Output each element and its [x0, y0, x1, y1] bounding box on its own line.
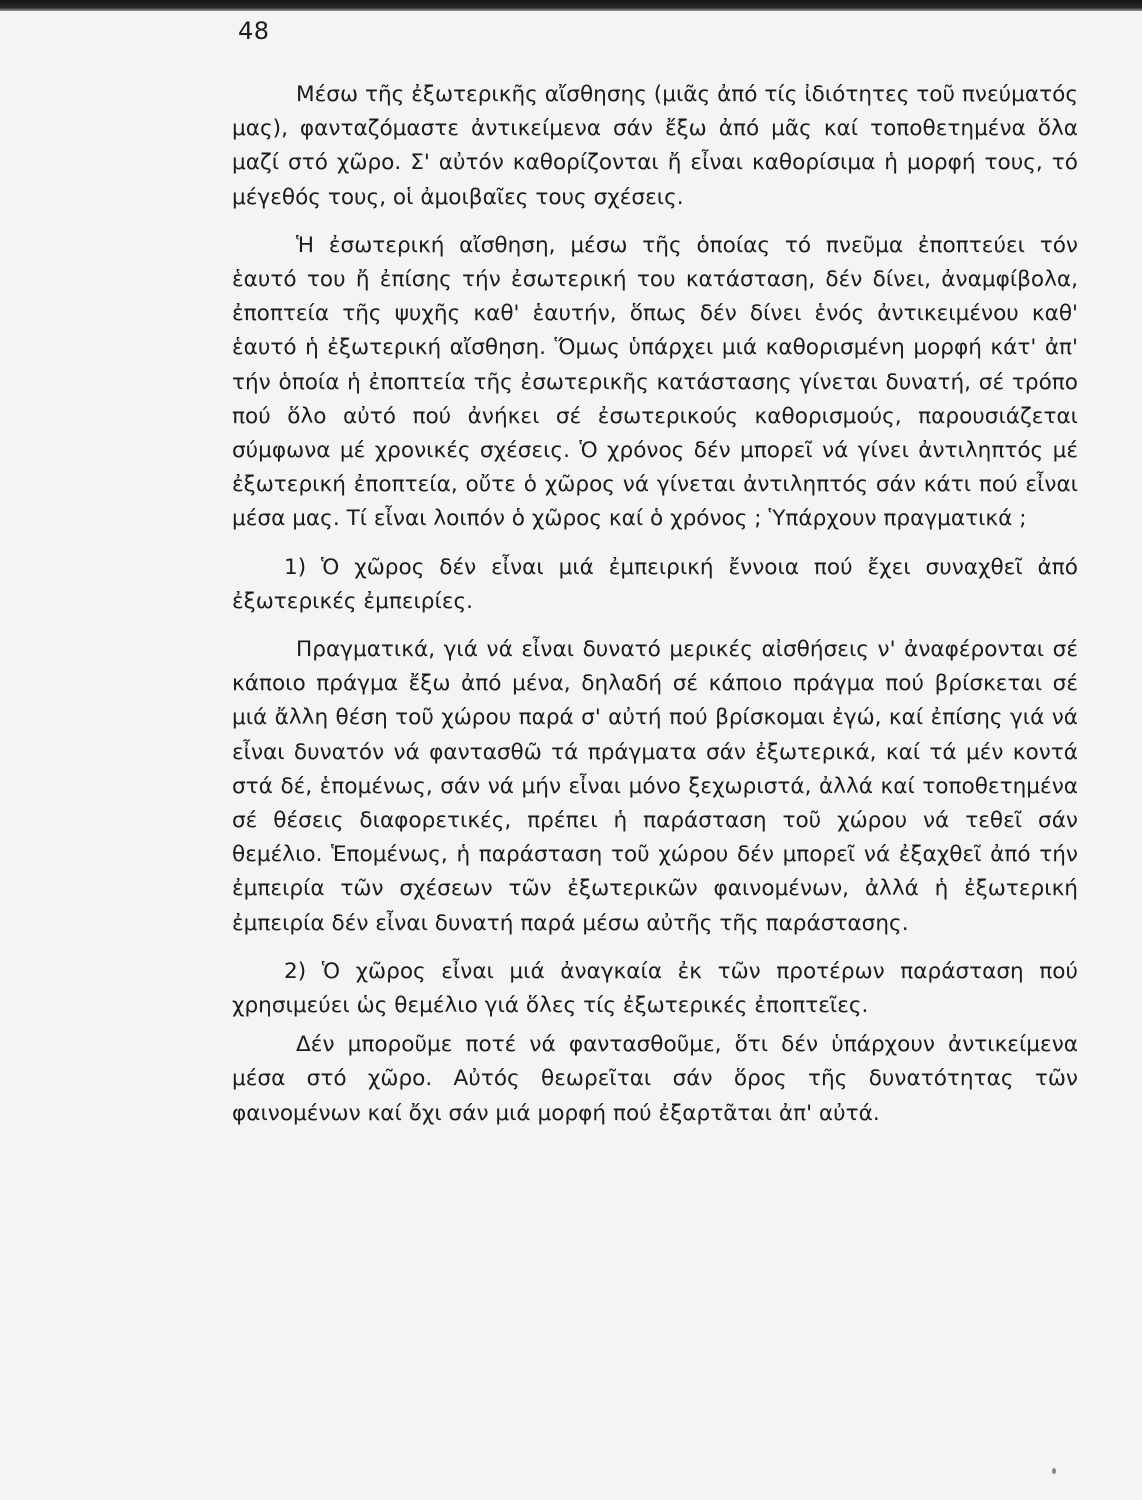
paragraph-external-sense: Μέσω τῆς ἐξωτερικῆς αἴσθησης (μιᾶς ἀπό τίς ἰδιότητες τοῦ πνεύματός μας), φανταζόμαστε ἀντικείμενα σάν ἔξω ἀπό μᾶς καί τοποθετημένα ὅλα μαζί στό χῶρο. Σ' αὐτόν καθορίζονται ἤ εἶναι καθορίσιμα ἡ μορφή τους, τό μέγεθός τους, οἱ ἀμοιβαῖες τους σχέσεις.: [232, 82, 1078, 210]
paragraph-thesis-1-explanation: Πραγματικά, γιά νά εἶναι δυνατό μερικές αἰσθήσεις ν' ἀναφέρονται σέ κάποιο πράγμα ἔξω ἀπό μένα, δηλαδή σέ κάποιο πράγμα πού βρίσκεται σέ μιά ἄλλη θέση τοῦ χώρου παρά σ' αὐτή πού βρίσκομαι ἐγώ, καί ἐπίσης γιά νά εἶναι δυνατόν νά φαντασθῶ τά πράγματα σάν ἐξωτερικά, καί τά μέν κοντά στά δέ, ἑπομένως, σάν νά μήν εἶναι μόνο ξεχωριστά, ἀλλά καί τοποθετημένα σέ θέσεις διαφορετικές, πρέπει ἡ παράσταση τοῦ χώρου νά τεθεῖ σάν θεμέλιο. Ἑπομένως, ἡ παράσταση τοῦ χώρου δέν μπορεῖ νά ἐξαχθεῖ ἀπό τήν ἐμπειρία τῶν σχέσεων τῶν ἐξωτερικῶν φαινομένων, ἀλλά ἡ ἐξωτερική ἐμπειρία δέν εἶναι δυνατή παρά μέσω αὐτῆς τῆς παράστασης.: [232, 637, 1078, 936]
page-number: 48: [238, 17, 270, 45]
body-text: [232, 78, 1078, 1131]
scan-speck: [1052, 1468, 1056, 1474]
scan-top-edge: [0, 0, 1142, 11]
paragraph-thesis-2: 2) Ὁ χῶρος εἶναι μιά ἀναγκαία ἐκ τῶν προτέρων παράσταση πού χρησιμεύει ὡς θεμέλιο γιά ὅλες τίς ἐξωτερικές ἐποπτεῖες.: [232, 958, 1078, 1019]
paragraph-thesis-2-explanation: Δέν μποροῦμε ποτέ νά φαντασθοῦμε, ὅτι δέν ὑπάρχουν ἀντικείμενα μέσα στό χῶρο. Αὐτός θεωρεῖται σάν ὅρος τῆς δυνατότητας τῶν φαινομένων καί ὄχι σάν μιά μορφή πού ἐξαρτᾶται ἀπ' αὐτά.: [232, 1032, 1078, 1126]
paragraph-internal-sense: Ἡ ἐσωτερική αἴσθηση, μέσω τῆς ὁποίας τό πνεῦμα ἐποπτεύει τόν ἑαυτό του ἤ ἐπίσης τήν ἐσωτερική του κατάσταση, δέν δίνει, ἀναμφίβολα, ἐποπτεία τῆς ψυχῆς καθ' ἑαυτήν, ὅπως δέν δίνει ἑνός ἀντικειμένου καθ' ἑαυτό ἡ ἐξωτερική αἴσθηση. Ὅμως ὑπάρχει μιά καθορισμένη μορφή κάτ' ἀπ' τήν ὁποία ἡ ἐποπτεία τῆς ἐσωτερικῆς κατάστασης γίνεται δυνατή, σέ τρόπο πού ὅλο αὐτό πού ἀνήκει σέ ἐσωτερικούς καθορισμούς, παρουσιάζεται σύμφωνα μέ χρονικές σχέσεις. Ὁ χρόνος δέν μπορεῖ νά γίνει ἀντιληπτός μέ ἐξωτερική ἐποπτεία, οὔτε ὁ χῶρος νά γίνεται ἀντιληπτός σάν κάτι πού εἶναι μέσα μας. Τί εἶναι λοιπόν ὁ χῶρος καί ὁ χρόνος ; Ὑπάρχουν πραγματικά ;: [232, 232, 1078, 532]
paragraph-thesis-1: 1) Ὁ χῶρος δέν εἶναι μιά ἐμπειρική ἔννοια πού ἔχει συναχθεῖ ἀπό ἐξωτερικές ἐμπειρίες.: [232, 554, 1078, 614]
